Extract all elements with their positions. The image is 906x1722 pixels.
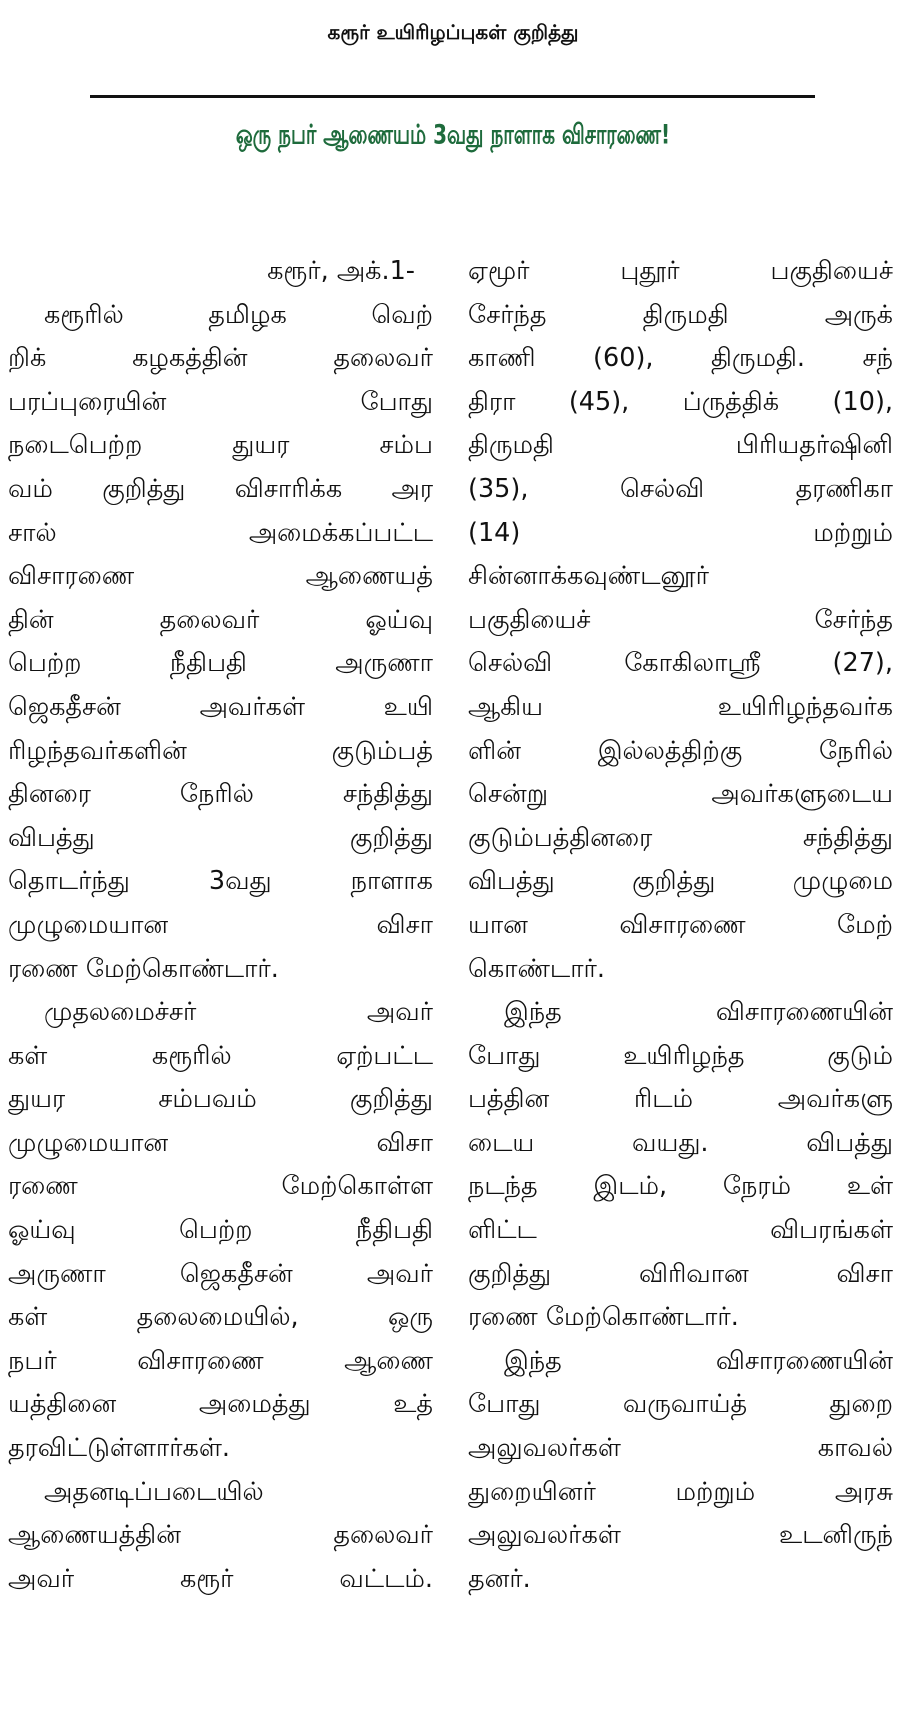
text-line: (14) மற்றும் xyxy=(468,517,893,548)
text-line: ரணை மேற்கொள்ள xyxy=(8,1171,433,1202)
headline-rule xyxy=(90,95,815,98)
text-line: கரூரில் தமிழக வெற் xyxy=(44,299,433,330)
text-line: பகுதியைச் சேர்ந்த xyxy=(468,604,893,635)
text-line: ஏமூர் புதூர் பகுதியைச் xyxy=(468,256,893,286)
text-line: றிக் கழகத்தின் தலைவர் xyxy=(8,343,433,374)
text-line: பத்தின ரிடம் அவர்களு xyxy=(468,1084,893,1115)
text-line: தின் தலைவர் ஓய்வு xyxy=(8,604,433,635)
text-line: குடும்பத்தினரை சந்தித்து xyxy=(468,822,893,853)
text-line: இந்த விசாரணையின் xyxy=(504,997,893,1028)
text-line: முழுமையான விசா xyxy=(8,909,433,940)
text-line: அலுவலர்கள் காவல் xyxy=(468,1433,893,1464)
text-line: ரணை மேற்கொண்டார். xyxy=(468,1302,739,1333)
text-line: அவர் கரூர் வட்டம். xyxy=(8,1563,433,1594)
text-line: வம் குறித்து விசாரிக்க அர xyxy=(8,473,433,504)
text-line: விசாரணை ஆணையத் xyxy=(8,561,433,592)
text-line: தனர். xyxy=(468,1563,531,1594)
text-line: ளிட்ட விபரங்கள் xyxy=(468,1215,893,1246)
text-line: ஆகிய உயிரிழந்தவர்க xyxy=(468,691,893,722)
text-line: பரப்புரையின் போது xyxy=(8,386,433,417)
text-line: கள் தலைமையில், ஒரு xyxy=(8,1302,433,1333)
text-line: துறையினர் மற்றும் அரசு xyxy=(468,1476,893,1507)
text-line: ஆணையத்தின் தலைவர் xyxy=(8,1520,433,1551)
article-column-right xyxy=(468,250,893,1601)
article-body xyxy=(0,250,906,1710)
text-line: நடந்த இடம், நேரம் உள் xyxy=(468,1171,893,1202)
text-line: (35), செல்வி தரணிகா xyxy=(468,473,893,504)
text-line: ரிழந்தவர்களின் குடும்பத் xyxy=(8,735,433,766)
text-line: இந்த விசாரணையின் xyxy=(504,1345,893,1376)
text-line: ரணை மேற்கொண்டார். xyxy=(8,953,279,984)
article-column-left xyxy=(8,250,433,1601)
text-line: தினரை நேரில் சந்தித்து xyxy=(8,779,433,810)
text-line: கள் கரூரில் ஏற்பட்ட xyxy=(8,1040,433,1071)
text-line: நபர் விசாரணை ஆணை xyxy=(8,1345,433,1376)
text-line: திருமதி பிரியதர்ஷினி xyxy=(468,430,893,461)
text-line: அருணா ஜெகதீசன் அவர் xyxy=(8,1258,433,1289)
text-line: சின்னாக்கவுண்டனூர் xyxy=(468,561,709,592)
text-line: முதலமைச்சர் அவர் xyxy=(44,997,433,1028)
text-line: தொடர்ந்து 3வது நாளாக xyxy=(8,866,433,897)
headline-kicker: கரூர் உயிரிழப்புகள் குறித்து xyxy=(327,20,579,44)
text-line: ஓய்வு பெற்ற நீதிபதி xyxy=(8,1215,433,1246)
text-line: சேர்ந்த திருமதி அருக் xyxy=(468,299,893,330)
text-line: விபத்து குறித்து xyxy=(8,822,433,853)
text-line: சால் அமைக்கப்பட்ட xyxy=(8,517,433,548)
text-line: கொண்டார். xyxy=(468,953,605,984)
dateline: கரூர், அக்.1- xyxy=(267,256,415,286)
text-line: காணி (60), திருமதி. சந் xyxy=(468,343,893,374)
text-line: குறித்து விரிவான விசா xyxy=(468,1258,893,1289)
text-line: திரா (45), ப்ருத்திக் (10), xyxy=(468,386,893,417)
text-line: அதனடிப்படையில் xyxy=(44,1476,264,1507)
headline-title: ஒரு நபர் ஆணையம் 3வது நாளாக விசாரணை! xyxy=(235,118,671,151)
text-line: போது வருவாய்த் துறை xyxy=(468,1389,893,1420)
text-line: போது உயிரிழந்த குடும் xyxy=(468,1040,893,1071)
text-line: நடைபெற்ற துயர சம்ப xyxy=(8,430,433,461)
text-line: சென்று அவர்களுடைய xyxy=(468,779,893,810)
text-line: டைய வயது. விபத்து xyxy=(468,1127,893,1158)
text-line: யத்தினை அமைத்து உத் xyxy=(8,1389,433,1420)
text-line: விபத்து குறித்து முழுமை xyxy=(468,866,893,897)
text-line: யான விசாரணை மேற் xyxy=(468,909,893,940)
text-line: துயர சம்பவம் குறித்து xyxy=(8,1084,433,1115)
text-line: ஜெகதீசன் அவர்கள் உயி xyxy=(8,691,433,722)
text-line: ளின் இல்லத்திற்கு நேரில் xyxy=(468,735,893,766)
text-line: அலுவலர்கள் உடனிருந் xyxy=(468,1520,893,1551)
text-line: பெற்ற நீதிபதி அருணா xyxy=(8,648,433,679)
text-line: தரவிட்டுள்ளார்கள். xyxy=(8,1433,230,1464)
text-line: செல்வி கோகிலாஸ்ரீ (27), xyxy=(468,648,893,679)
text-line: முழுமையான விசா xyxy=(8,1127,433,1158)
